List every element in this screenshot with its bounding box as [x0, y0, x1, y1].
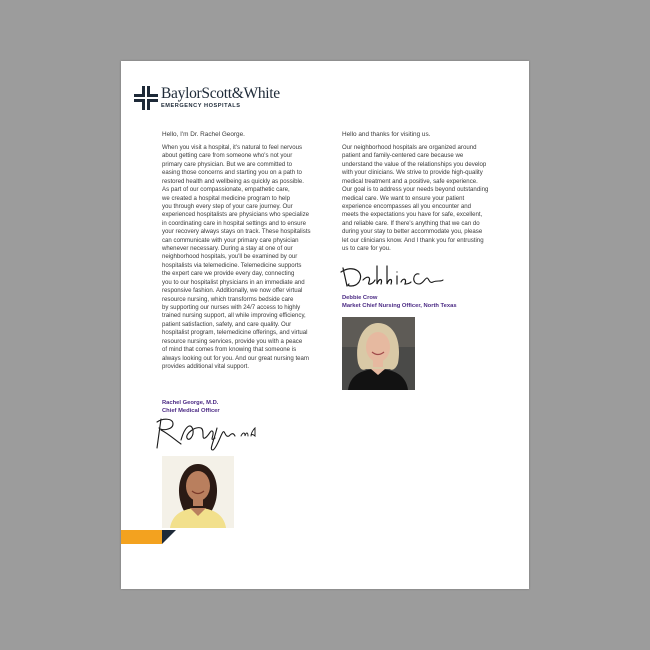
left-body-line: you to our hospitalist physicians in an immediate and: [162, 278, 305, 286]
left-body-line: whenever necessary. During a stay at one of our: [162, 245, 293, 253]
left-signer: [162, 399, 220, 415]
right-body-line: experience encompasses all you encounter and: [342, 202, 472, 210]
right-signer-name: Debbie Crow: [342, 295, 378, 301]
left-body-line: primary care physician. But we are committed to: [162, 160, 293, 168]
left-body-line: you through every step of your care journey. Our: [162, 202, 293, 210]
portrait-woman-icon: [162, 456, 234, 528]
right-body-line: meets the expectations you have for safe, excellent,: [342, 211, 483, 219]
left-body-line: experienced hospitalists are physicians who specialize: [162, 211, 310, 219]
left-body-line: easing those concerns and starting you on a path to: [162, 169, 302, 177]
logo-text: [161, 86, 280, 110]
right-body-text: [342, 144, 514, 253]
accent-bar: [121, 530, 162, 544]
left-body-line: about getting care from someone who's not your: [162, 152, 293, 160]
left-column: [162, 131, 330, 371]
left-body-line: can communicate with your primary care physician: [162, 236, 299, 244]
right-body-line: during your stay to better accommodate you, please: [342, 228, 483, 236]
right-body-line: patient and family-centered care because we: [342, 152, 464, 160]
left-body-line: your recovery always stays on track. These hospitalists: [162, 228, 311, 236]
right-body-line: let our clinicians know. And I thank you for entrusting: [342, 236, 484, 244]
left-body-line: patient satisfaction, safety, and care quality. Our: [162, 320, 292, 328]
right-column: [342, 131, 514, 253]
left-body-line: As part of our compassionate, empathetic care,: [162, 186, 290, 194]
left-body-line: of mind that comes from knowing that someone is: [162, 346, 297, 354]
left-greeting: Hello, I'm Dr. Rachel George.: [162, 131, 245, 138]
rachel-george-photo: [162, 456, 234, 528]
right-body-line: Our neighborhood hospitals are organized around: [342, 144, 477, 151]
left-body-line: by supporting our nurses with 24/7 access to highly: [162, 304, 301, 312]
accent-triangle: [162, 530, 176, 544]
left-body-line: neighborhood hospitals, you'll be examined by our: [162, 253, 298, 261]
left-body-line: resource nursing services, provide you with a peace: [162, 337, 303, 345]
portrait-woman-icon: [342, 317, 415, 390]
left-body-line: in coordinating care in hospital settings and to ensure: [162, 219, 306, 227]
right-signature-image: [337, 262, 449, 294]
debbie-crow-photo: [342, 317, 415, 390]
cross-logo-icon: [133, 85, 159, 111]
right-signer: [342, 294, 457, 310]
left-signer-name: Rachel George, M.D.: [162, 400, 219, 406]
left-body-line: resource nursing, which transforms bedside care: [162, 295, 294, 303]
left-body-line: always looking out for you. And our great nursing team: [162, 354, 310, 362]
left-body-line: restored health and wellbeing as quickly as possible.: [162, 177, 304, 185]
left-body-text: [162, 144, 330, 371]
right-body-line: medical treatment and a positive, safe experience.: [342, 177, 478, 185]
left-body-line: responsive fashion. Additionally, we now offer virtual: [162, 287, 303, 295]
left-body-line: hospitalists via telemedicine. Telemedicine supports: [162, 261, 302, 269]
left-signature-image: [151, 414, 263, 452]
logo-subtitle: EMERGENCY HOSPITALS: [161, 103, 241, 109]
right-body-line: medical care. We want to ensure your patient: [342, 194, 465, 202]
left-body-line: provides additional vital support.: [162, 362, 250, 370]
right-body-line: and reliable care. If there's anything that we can do: [342, 219, 480, 227]
left-body-line: hospitalist program, telemedicine offerings, and virtual: [162, 329, 308, 337]
right-body-line: with your clinicians. We strive to provide high-quality: [342, 169, 483, 177]
left-body-line: trained nursing support, all while improving efficiency,: [162, 312, 306, 320]
right-body-line: Our goal is to address your needs beyond outstanding: [342, 186, 489, 194]
left-body-line: the expert care we provide every day, connecting: [162, 270, 295, 278]
right-greeting: Hello and thanks for visiting us.: [342, 131, 431, 138]
left-body-line: we created a hospital medicine program to help: [162, 194, 291, 202]
right-signer-title: Market Chief Nursing Officer, North Texas: [342, 303, 457, 309]
letter-page: [121, 61, 529, 589]
left-body-line: When you visit a hospital, it's natural to feel nervous: [162, 144, 303, 151]
right-body-line: us to care for you.: [342, 245, 391, 253]
right-body-line: understand the value of the relationships you develop: [342, 160, 487, 168]
logo-name: BaylorScott&White: [161, 85, 280, 102]
left-signer-title: Chief Medical Officer: [162, 408, 220, 414]
